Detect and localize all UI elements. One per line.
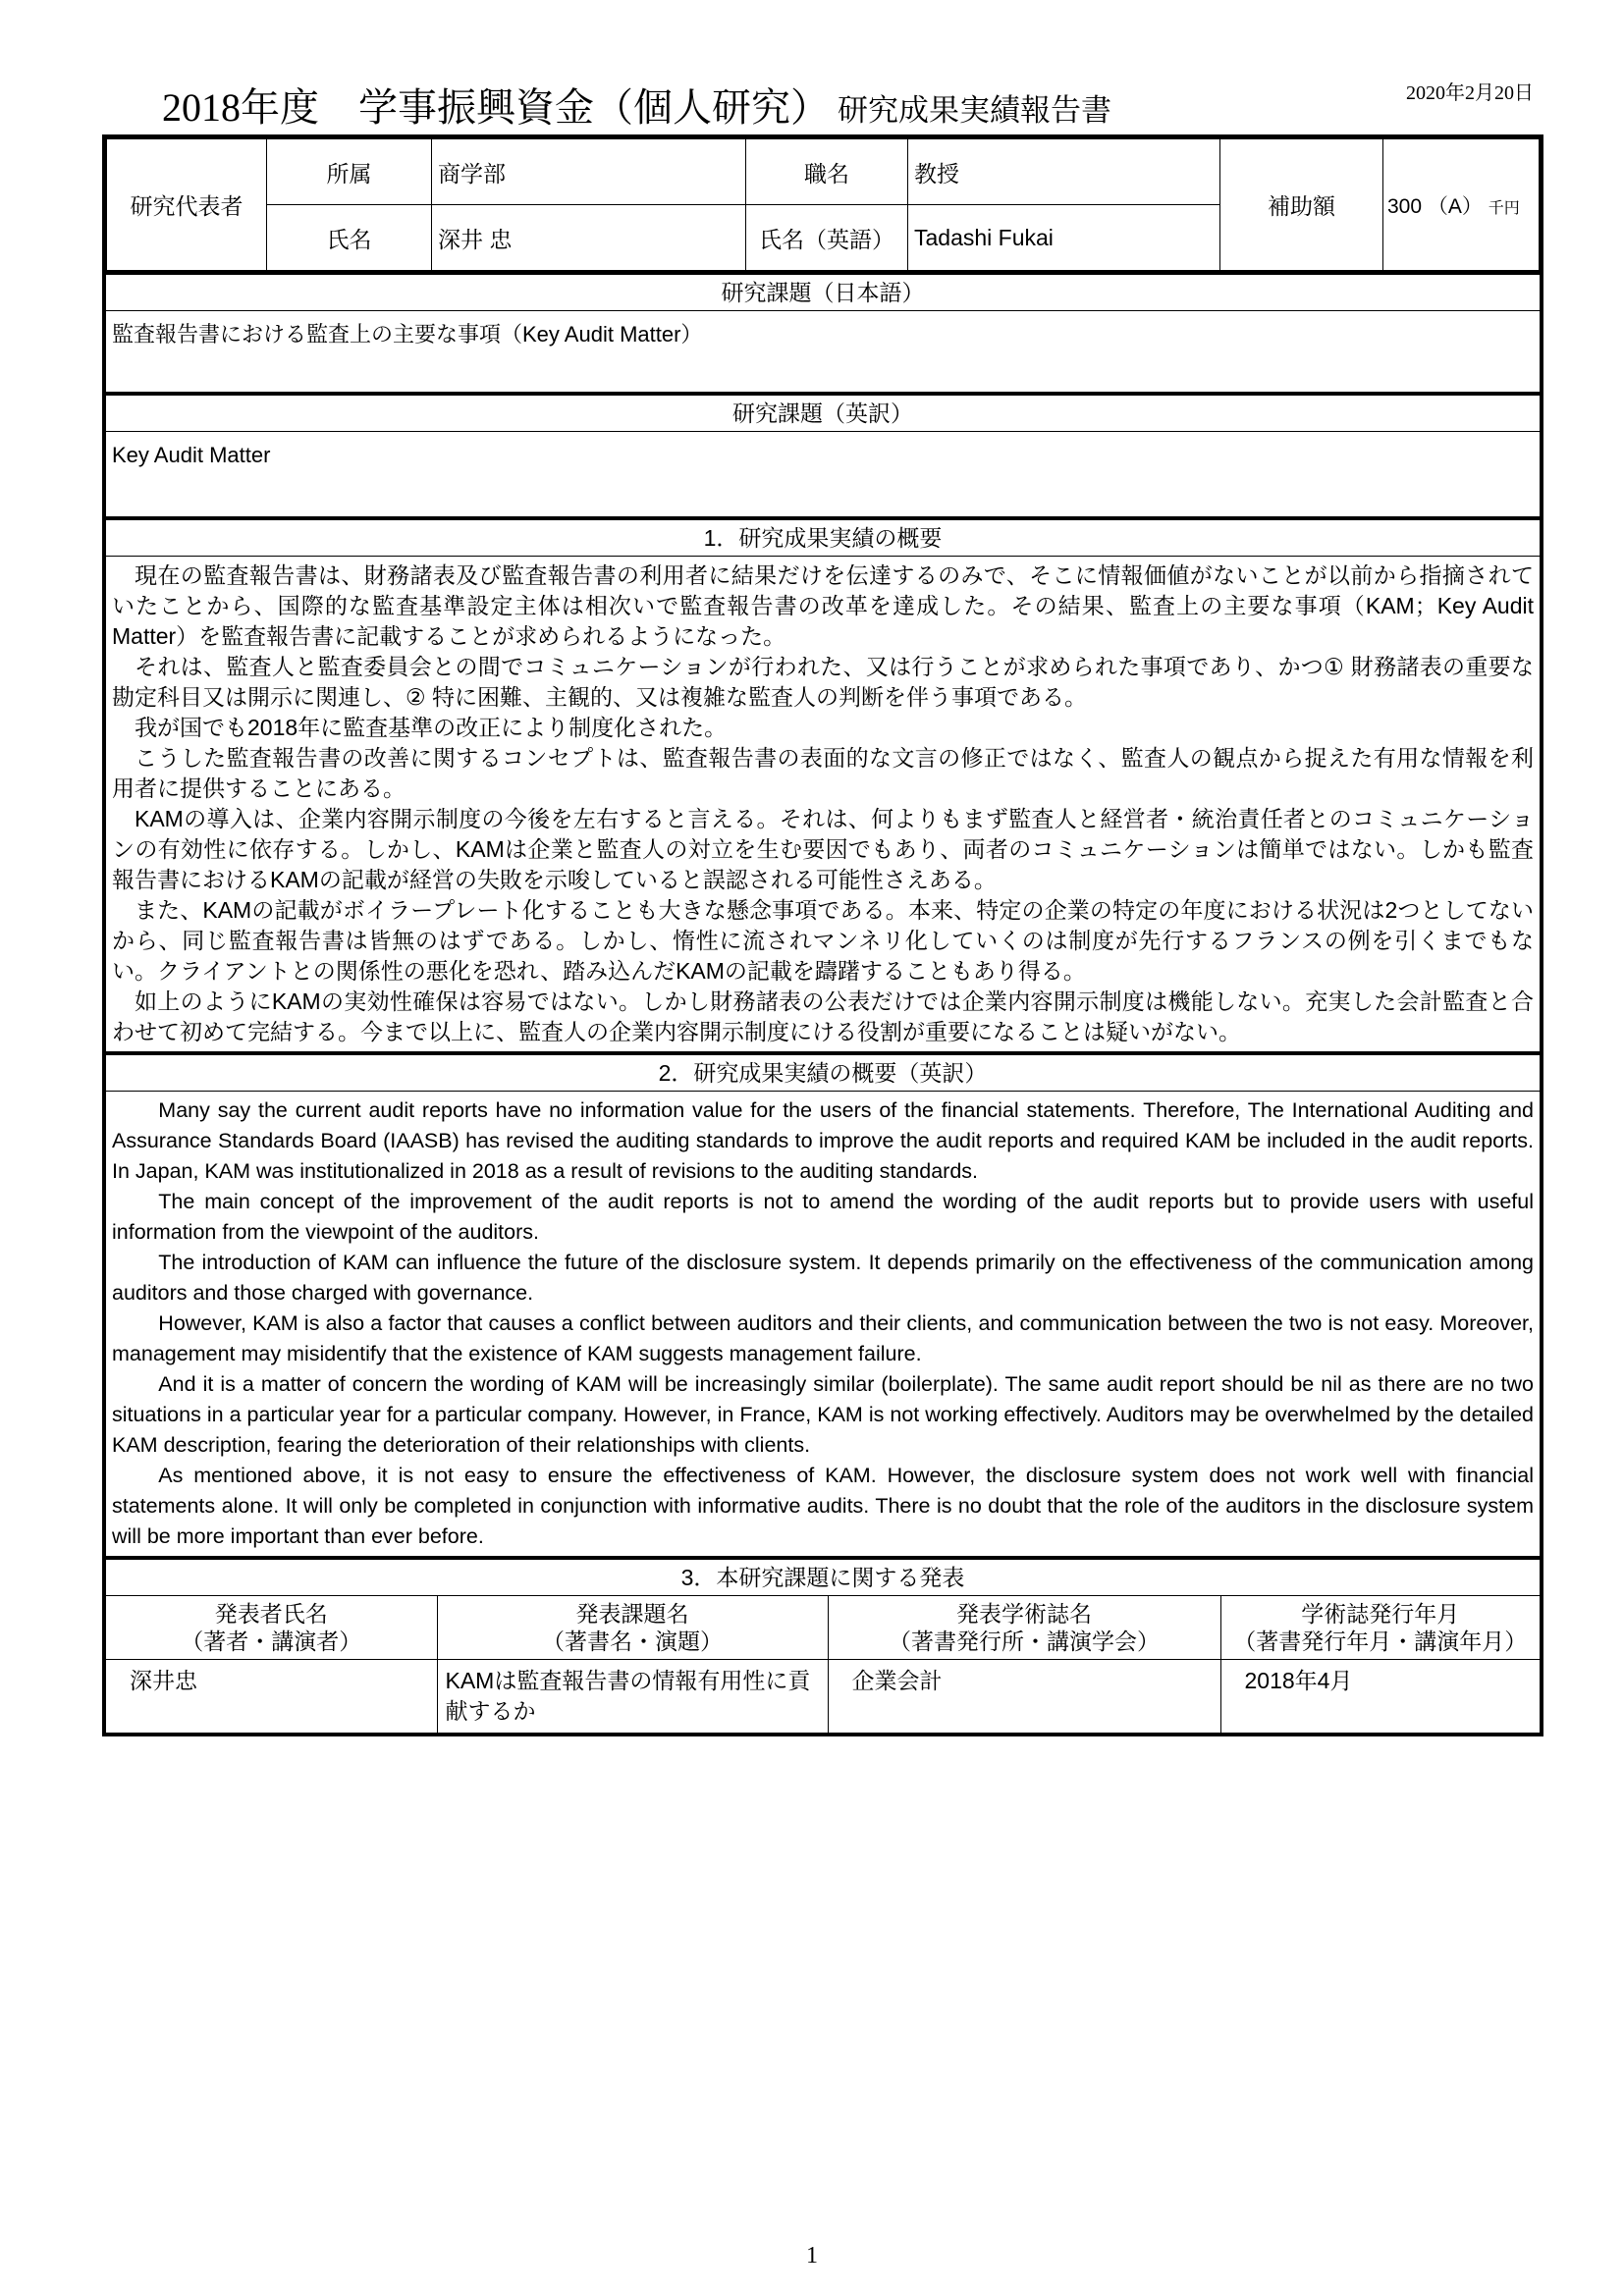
column-header-line2: （著者・講演者） [181, 1629, 362, 1654]
document-title [162, 77, 1111, 133]
publications-table [106, 1596, 1540, 1733]
name-value: 深井 忠 [432, 205, 746, 271]
report-date: 2020年2月20日 [1406, 82, 1534, 104]
topic-jp-heading: 研究課題（日本語） [106, 271, 1540, 311]
column-header-line1: 発表者氏名 [214, 1601, 328, 1627]
topic-en-heading: 研究課題（英訳） [106, 392, 1540, 432]
column-header [828, 1596, 1220, 1660]
topic-en-text: Key Audit Matter [112, 443, 271, 467]
section2-heading: 2．研究成果実績の概要（英訳） [106, 1051, 1540, 1092]
name-label: 氏名 [267, 205, 432, 271]
affiliation-value: 商学部 [432, 139, 746, 205]
section1-body [106, 557, 1540, 1051]
section1-heading: 1．研究成果実績の概要 [106, 516, 1540, 557]
researcher-info-table [106, 138, 1540, 271]
paragraph: As mentioned above, it is not easy to ensure the effectiveness of KAM. However, the disclosure system does not work well with financial statements alone. It will only be completed in conjunction with informative audits. There is no doubt that the role of the auditors in the disclosure system will be more important than ever before. [112, 1464, 1534, 1548]
column-header-line1: 発表学術誌名 [956, 1601, 1092, 1627]
title-main: 2018年度 学事振興資金（個人研究） [162, 85, 830, 130]
date-cell: 2018年4月 [1220, 1660, 1540, 1734]
section3-heading: 3．本研究課題に関する発表 [106, 1556, 1540, 1596]
grant-unit: 千円 [1488, 199, 1520, 217]
paragraph: それは、監査人と監査委員会との間でコミュニケーションが行われた、又は行うことが求められた事項であり、かつ① 財務諸表の重要な勘定科目又は開示に関連し、② 特に困難、主観的、又は複雑な監査人の判断を伴う事項である。 [112, 654, 1534, 710]
title-sub: 研究成果実績報告書 [838, 93, 1111, 128]
representative-label: 研究代表者 [107, 139, 267, 271]
paragraph: The introduction of KAM can influence the future of the disclosure system. It depends primarily on the effectiveness of the communication among auditors and those charged with governance. [112, 1251, 1534, 1305]
paragraph: KAMの導入は、企業内容開示制度の今後を左右すると言える。それは、何よりもまず監査人と経営者・統治責任者とのコミュニケーションの有効性に依存する。しかし、KAMは企業と監査人の対立を生む要因でもあり、両者のコミュニケーションは簡単ではない。しかも監査報告書におけるKAMの記載が経営の失敗を示唆していると誤認される可能性さえある。 [112, 806, 1534, 892]
column-header-line2: （著書発行所・講演学会） [889, 1629, 1160, 1654]
name-en-label: 氏名（英語） [746, 205, 908, 271]
column-header [106, 1596, 437, 1660]
title-cell: KAMは監査報告書の情報有用性に貢献するか [437, 1660, 828, 1734]
column-header [1220, 1596, 1540, 1660]
report-form [102, 134, 1543, 1736]
topic-jp-text: 監査報告書における監査上の主要な事項（Key Audit Matter） [112, 322, 703, 347]
table-row [106, 1660, 1540, 1734]
affiliation-label: 所属 [267, 139, 432, 205]
paragraph: And it is a matter of concern the wording of KAM will be increasingly similar (boilerplate). The same audit report should be nil as there are no two situations in a particular year for a particular company. However, in France, KAM is not working effectively. Auditors may be overwhelmed by the detailed KAM description, fearing the deterioration of their relationships with clients. [112, 1372, 1534, 1457]
column-header-line2: （著書名・演題） [542, 1629, 723, 1654]
journal-cell: 企業会計 [828, 1660, 1220, 1734]
paragraph: However, KAM is also a factor that causes a conflict between auditors and their clients, and communication between the two is not easy. Moreover, management may misidentify that the existence of KAM suggests management failure. [112, 1311, 1534, 1365]
column-header-line2: （著書発行年月・講演年月） [1233, 1629, 1528, 1654]
name-en-value: Tadashi Fukai [908, 205, 1220, 271]
grant-label: 補助額 [1220, 139, 1383, 271]
position-label: 職名 [746, 139, 908, 205]
section2-body [106, 1092, 1540, 1556]
paragraph: 如上のようにKAMの実効性確保は容易ではない。しかし財務諸表の公表だけでは企業内容開示制度は機能しない。充実した会計監査と合わせて初めて完結する。今まで以上に、監査人の企業内容開示制度にける役割が重要になることは疑いがない。 [112, 988, 1534, 1044]
presenter-cell: 深井忠 [106, 1660, 437, 1734]
paragraph: The main concept of the improvement of the audit reports is not to amend the wording of the audit reports but to provide users with useful information from the viewpoint of the auditors. [112, 1190, 1534, 1244]
paragraph: こうした監査報告書の改善に関するコンセプトは、監査報告書の表面的な文言の修正ではなく、監査人の観点から捉えた有用な情報を利用者に提供することにある。 [112, 745, 1534, 801]
column-header-line1: 学術誌発行年月 [1301, 1601, 1460, 1627]
page-number: 1 [806, 2243, 818, 2269]
column-header-line1: 発表課題名 [575, 1601, 689, 1627]
position-value: 教授 [908, 139, 1220, 205]
paragraph: また、KAMの記載がボイラープレート化することも大きな懸念事項である。本来、特定の企業の特定の年度における状況は2つとしてないから、同じ監査報告書は皆無のはずである。しかし、惰性に流されマンネリ化していくのは制度が先行するフランスの例を引くまでもない。クライアントとの関係性の悪化を恐れ、踏み込んだKAMの記載を躊躇することもあり得る。 [112, 897, 1534, 984]
paragraph: 現在の監査報告書は、財務諸表及び監査報告書の利用者に結果だけを伝達するのみで、そこに情報価値がないことが以前から指摘されていたことから、国際的な監査基準設定主体は相次いで監査報告書の改革を達成した。その結果、監査上の主要な事項（KAM；Key Audit Matter）を監査報告書に記載することが求められるようになった。 [112, 562, 1534, 649]
column-header [437, 1596, 828, 1660]
grant-value: 300 （A） [1387, 194, 1483, 218]
paragraph: 我が国でも2018年に監査基準の改正により制度化された。 [135, 715, 728, 740]
paragraph: Many say the current audit reports have no information value for the users of the financial statements. Therefore, The International Auditing and Assurance Standards Board (IAASB) has revised the auditing standards to improve the audit reports and required KAM be included in the audit reports. In Japan, KAM was institutionalized in 2018 as a result of revisions to the auditing standards. [112, 1098, 1534, 1183]
grant-amount [1383, 139, 1540, 271]
